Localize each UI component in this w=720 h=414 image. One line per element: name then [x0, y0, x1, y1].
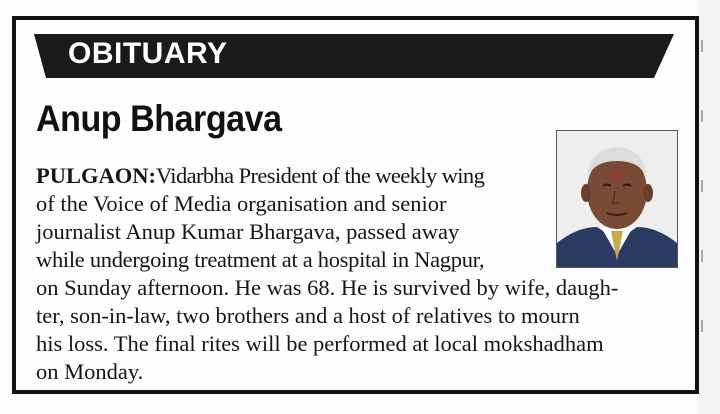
scan-mark [701, 250, 711, 262]
article-line-6: ter, son-in-law, two brothers and a host of relatives to mourn [36, 303, 580, 328]
article-line-5: on Sunday afternoon. He was 68. He is survived by wife, daugh- [36, 275, 619, 300]
section-banner [34, 34, 674, 78]
scan-mark [701, 110, 711, 122]
scan-mark [701, 40, 711, 52]
article-line-8: on Monday. [36, 359, 144, 384]
portrait-photo [556, 130, 678, 268]
article-line-4: while undergoing treatment at a hospital in Nagpur, [36, 247, 485, 272]
article-line-1 [36, 165, 484, 188]
article-line-7: his loss. The final rites will be performed at local mokshadham [36, 331, 604, 356]
scan-margin [699, 0, 720, 414]
article-dateline: PULGAON: [36, 163, 156, 188]
section-label: OBITUARY [68, 37, 228, 70]
obituary-clipping [12, 16, 699, 394]
scan-mark [701, 320, 711, 332]
scan-mark [701, 180, 711, 192]
article-line-2: of the Voice of Media organisation and senior [36, 191, 447, 216]
portrait-icon [557, 131, 677, 267]
article-text: Vidarbha President of the weekly wing [156, 163, 485, 188]
article-line-3: journalist Anup Kumar Bhargava, passed away [36, 219, 460, 244]
obituary-headline: Anup Bhargava [36, 98, 282, 139]
